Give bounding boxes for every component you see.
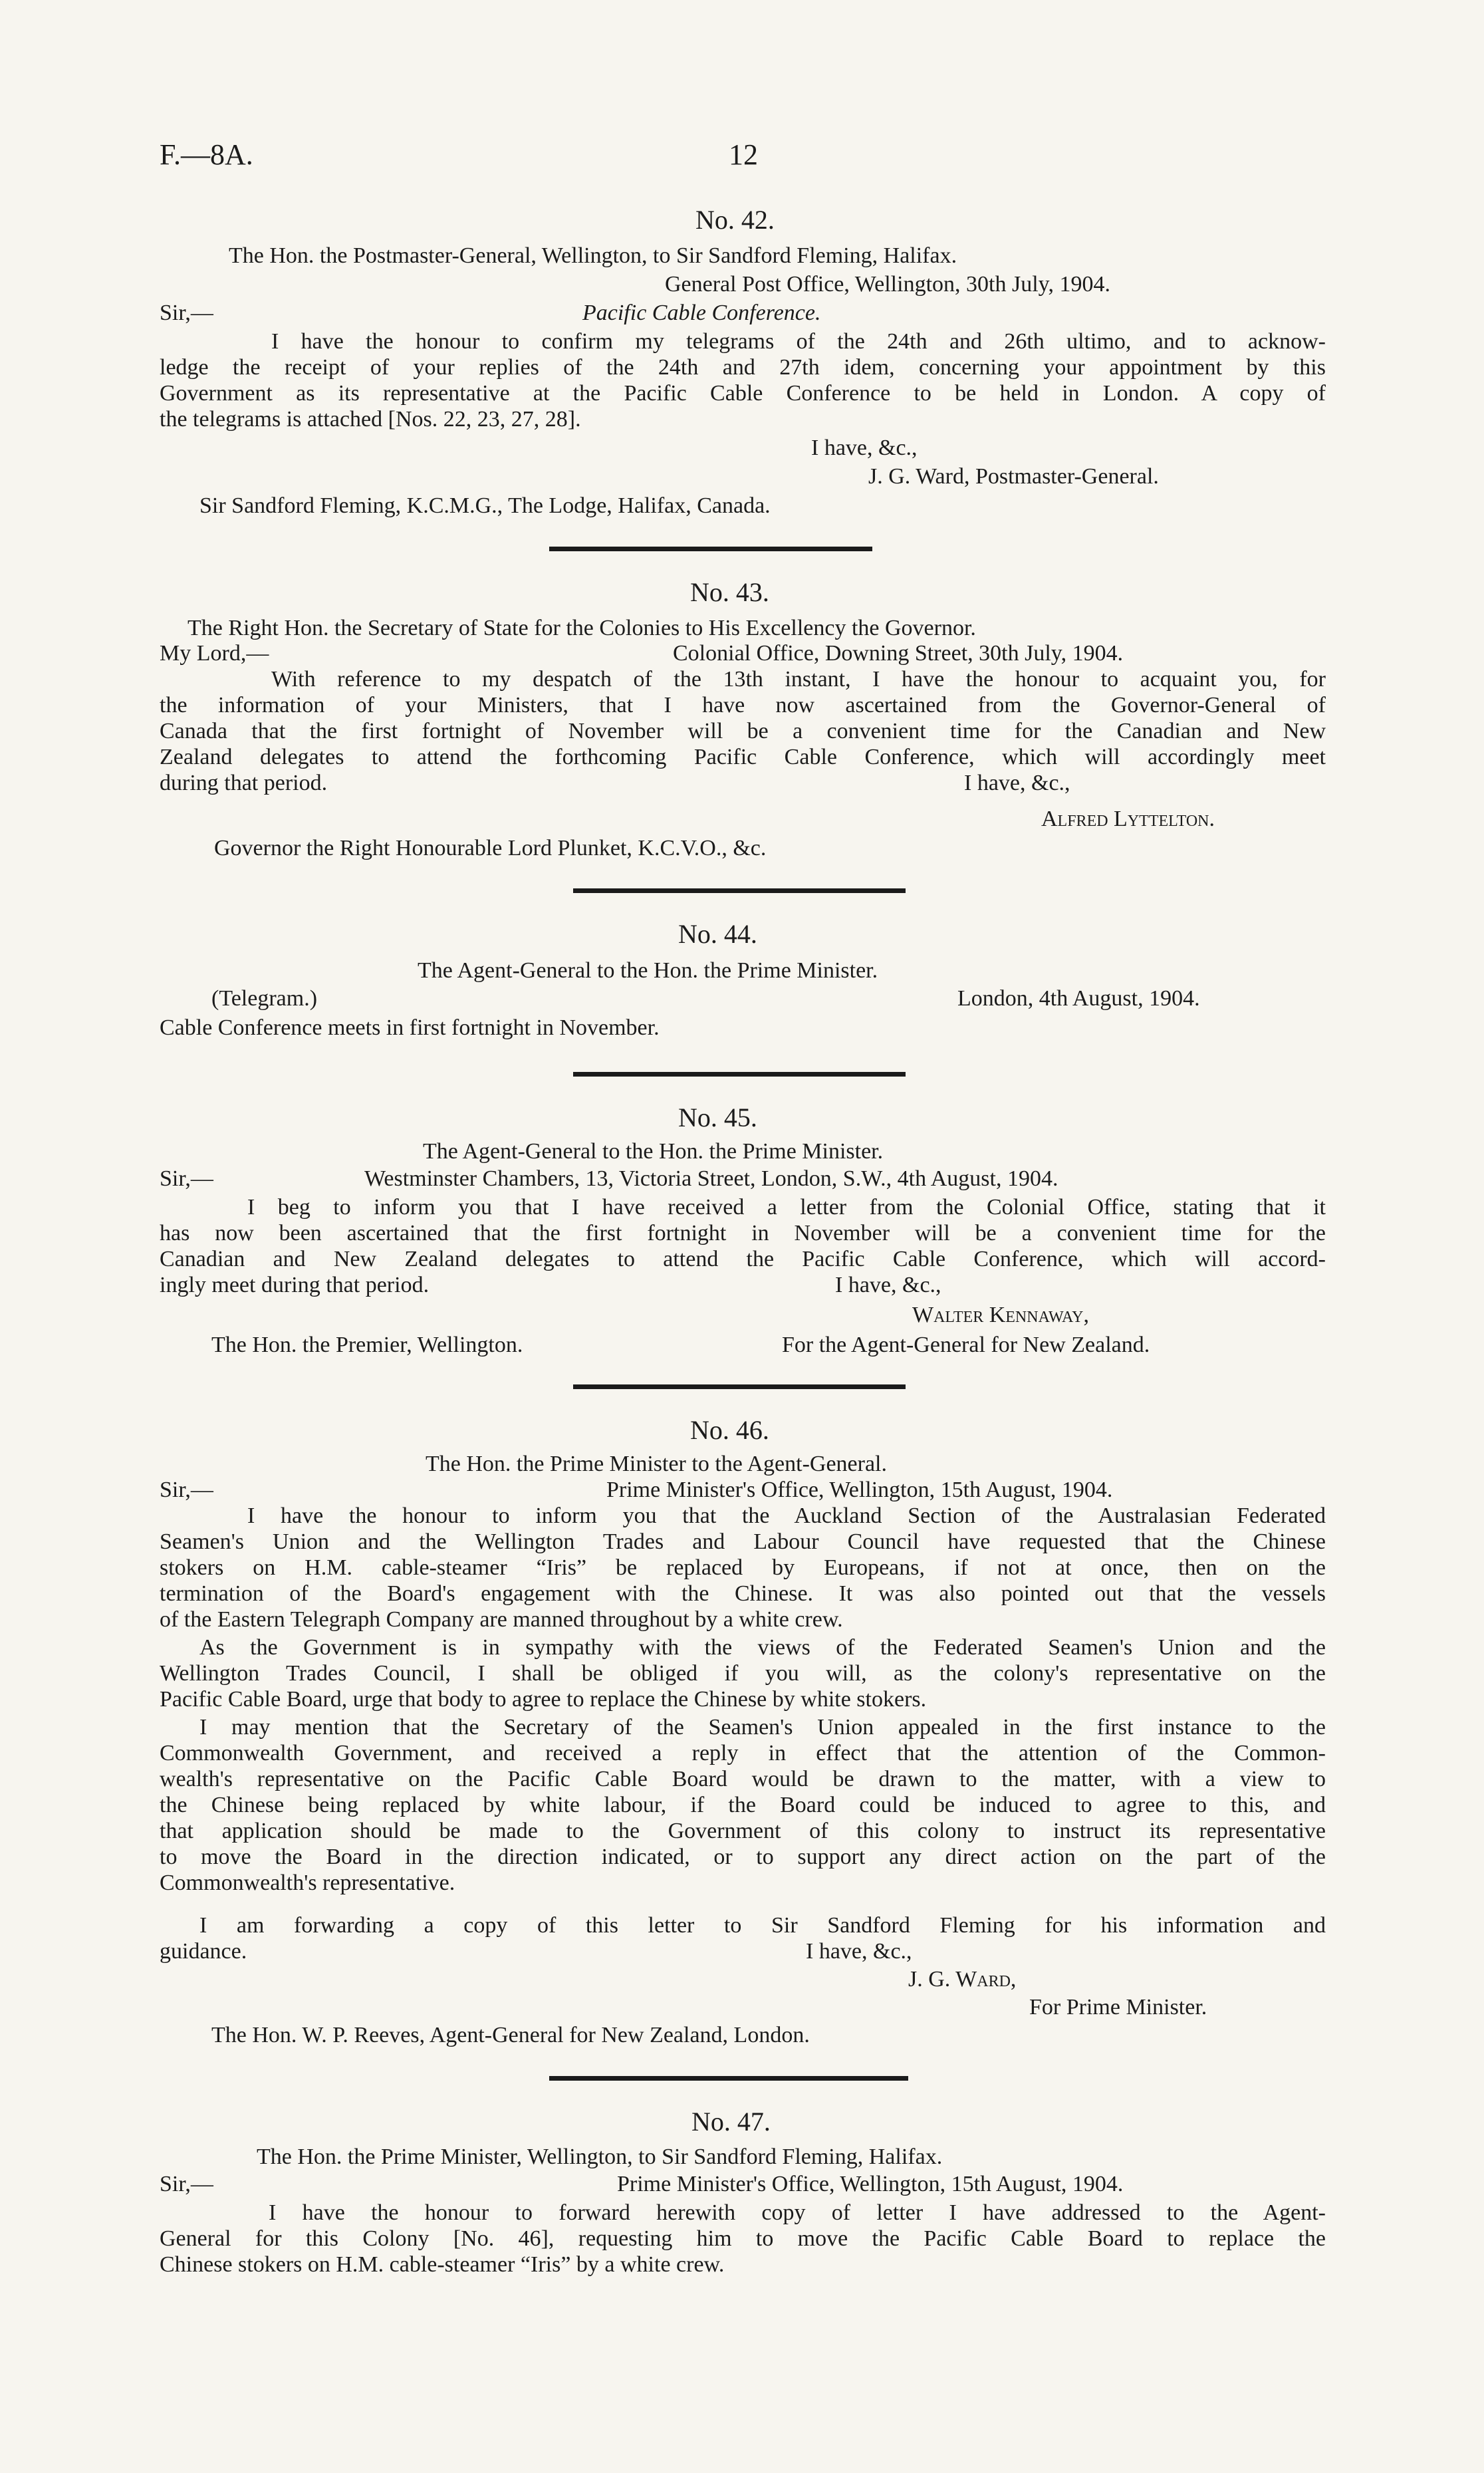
salutation: Sir,— (160, 1478, 213, 1502)
body-line: that application should be made to the Government of this colony to instruct its representative (160, 1819, 1326, 1843)
body-line: of the Eastern Telegraph Company are manned throughout by a white crew. (160, 1607, 843, 1632)
body-line: has now been ascertained that the first fortnight in November will be a convenient time for the (160, 1221, 1326, 1245)
body-line: ledge the receipt of your replies of the 24th and 27th idem, concerning your appointment by this (160, 355, 1326, 380)
body-line: I am forwarding a copy of this letter to Sir Sandford Fleming for his information and (199, 1913, 1326, 1938)
salutation: My Lord,— (160, 641, 269, 666)
body-line: Commonwealth's representative. (160, 1871, 455, 1895)
body-line: guidance. (160, 1939, 247, 1964)
letter-address: Colonial Office, Downing Street, 30th July, 1904. (673, 641, 1124, 666)
telegram-label: (Telegram.) (211, 986, 318, 1011)
body-line: the information of your Ministers, that I have now ascertained from the Governor-General of (160, 693, 1326, 717)
letter-heading: The Right Hon. the Secretary of State for the Colonies to His Excellency the Governor. (187, 616, 976, 640)
signature: Alfred Lyttelton. (1041, 807, 1215, 831)
signature: Walter Kennaway, (912, 1303, 1089, 1327)
body-line: As the Government is in sympathy with the views of the Federated Seamen's Union and the (199, 1635, 1326, 1660)
letter-number: No. 45. (678, 1103, 757, 1132)
letter-heading: The Agent-General to the Hon. the Prime Minister. (423, 1139, 884, 1164)
body-line: Government as its representative at the Pacific Cable Conference to be held in London. A copy of (160, 381, 1326, 406)
body-line: Seamen's Union and the Wellington Trades and Labour Council have requested that the Chinese (160, 1529, 1326, 1554)
letter-number: No. 47. (691, 2107, 771, 2137)
body-line: I have the honour to inform you that the Auckland Section of the Australasian Federated (247, 1503, 1326, 1528)
body-line: Canada that the first fortnight of November will be a convenient time for the Canadian and New (160, 719, 1326, 743)
recipient-line: The Hon. W. P. Reeves, Agent-General for New Zealand, London. (211, 2023, 810, 2047)
section-rule (549, 547, 872, 551)
recipient-line: Governor the Right Honourable Lord Plunket, K.C.V.O., &c. (214, 836, 767, 860)
letter-address: Prime Minister's Office, Wellington, 15th August, 1904. (617, 2172, 1124, 2196)
letter-number: No. 44. (678, 919, 757, 949)
salutation: Sir,— (160, 2172, 213, 2196)
body-line: to move the Board in the direction indicated, or to support any direct action on the part of the (160, 1845, 1326, 1869)
recipient-line: The Hon. the Premier, Wellington. (211, 1333, 523, 1357)
letter-number: No. 46. (690, 1415, 769, 1445)
body-line: Zealand delegates to attend the forthcoming Pacific Cable Conference, which will accordingly meet (160, 745, 1326, 769)
letter-address: Westminster Chambers, 13, Victoria Street, London, S.W., 4th August, 1904. (364, 1166, 1058, 1191)
salutation: Sir,— (160, 1166, 213, 1191)
salutation: Sir,— (160, 301, 213, 325)
signature: J. G. Ward, Postmaster-General. (868, 464, 1159, 489)
body-line: Commonwealth Government, and received a reply in effect that the attention of the Common- (160, 1741, 1326, 1765)
letter-heading: The Hon. the Prime Minister to the Agent-General. (426, 1452, 887, 1476)
body-line: General for this Colony [No. 46], requesting him to move the Pacific Cable Board to replace the (160, 2226, 1326, 2251)
signature-capacity: For Prime Minister. (1029, 1995, 1207, 2019)
body-line: wealth's representative on the Pacific Cable Board would be drawn to the matter, with a view to (160, 1767, 1326, 1791)
section-rule (573, 888, 906, 893)
body-line: termination of the Board's engagement with the Chinese. It was also pointed out that the vessels (160, 1581, 1326, 1606)
letter-heading: The Agent-General to the Hon. the Prime Minister. (418, 958, 878, 983)
body-line: the telegrams is attached [Nos. 22, 23, 27, 28]. (160, 407, 581, 432)
signature-capacity: For the Agent-General for New Zealand. (782, 1333, 1150, 1357)
body-line: stokers on H.M. cable-steamer “Iris” be replaced by Europeans, if not at once, then on the (160, 1555, 1326, 1580)
series-code: F.—8A. (160, 138, 253, 171)
subject-line: Pacific Cable Conference. (582, 301, 821, 325)
letter-address: Prime Minister's Office, Wellington, 15th August, 1904. (606, 1478, 1113, 1502)
section-rule (573, 1072, 906, 1077)
body-line: during that period. (160, 771, 328, 795)
body-line: Pacific Cable Board, urge that body to agree to replace the Chinese by white stokers. (160, 1687, 927, 1712)
closing: I have, &c., (811, 436, 918, 460)
body-line: ingly meet during that period. (160, 1273, 430, 1297)
body-line: I may mention that the Secretary of the Seamen's Union appealed in the first instance to the (199, 1715, 1326, 1740)
letter-number: No. 42. (695, 205, 775, 235)
letter-number: No. 43. (690, 577, 769, 607)
body-line: Wellington Trades Council, I shall be obliged if you will, as the colony's representative on the (160, 1661, 1326, 1686)
body-line: I have the honour to forward herewith copy of letter I have addressed to the Agent- (269, 2200, 1326, 2225)
signature: J. G. Ward, (908, 1967, 1017, 1992)
closing: I have, &c., (806, 1939, 912, 1964)
body-line: I beg to inform you that I have received a letter from the Colonial Office, stating that it (247, 1195, 1326, 1220)
body-line: With reference to my despatch of the 13th instant, I have the honour to acquaint you, for (271, 667, 1326, 692)
section-rule (573, 1384, 906, 1389)
letter-address: London, 4th August, 1904. (957, 986, 1200, 1011)
letter-heading: The Hon. the Postmaster-General, Wellington, to Sir Sandford Fleming, Halifax. (229, 243, 957, 268)
page-number: 12 (729, 138, 758, 171)
section-rule (549, 2076, 908, 2081)
closing: I have, &c., (835, 1273, 941, 1297)
telegram-body: Cable Conference meets in first fortnight in November. (160, 1015, 660, 1040)
recipient-line: Sir Sandford Fleming, K.C.M.G., The Lodge, Halifax, Canada. (199, 493, 771, 518)
closing: I have, &c., (964, 771, 1070, 795)
body-line: Chinese stokers on H.M. cable-steamer “Iris” by a white crew. (160, 2252, 725, 2277)
body-line: the Chinese being replaced by white labour, if the Board could be induced to agree to this, and (160, 1793, 1326, 1817)
body-line: I have the honour to confirm my telegrams of the 24th and 26th ultimo, and to acknow- (271, 329, 1326, 354)
body-line: Canadian and New Zealand delegates to attend the Pacific Cable Conference, which will accord- (160, 1247, 1326, 1271)
letter-heading: The Hon. the Prime Minister, Wellington, to Sir Sandford Fleming, Halifax. (257, 2145, 943, 2169)
letter-address: General Post Office, Wellington, 30th July, 1904. (665, 272, 1110, 297)
